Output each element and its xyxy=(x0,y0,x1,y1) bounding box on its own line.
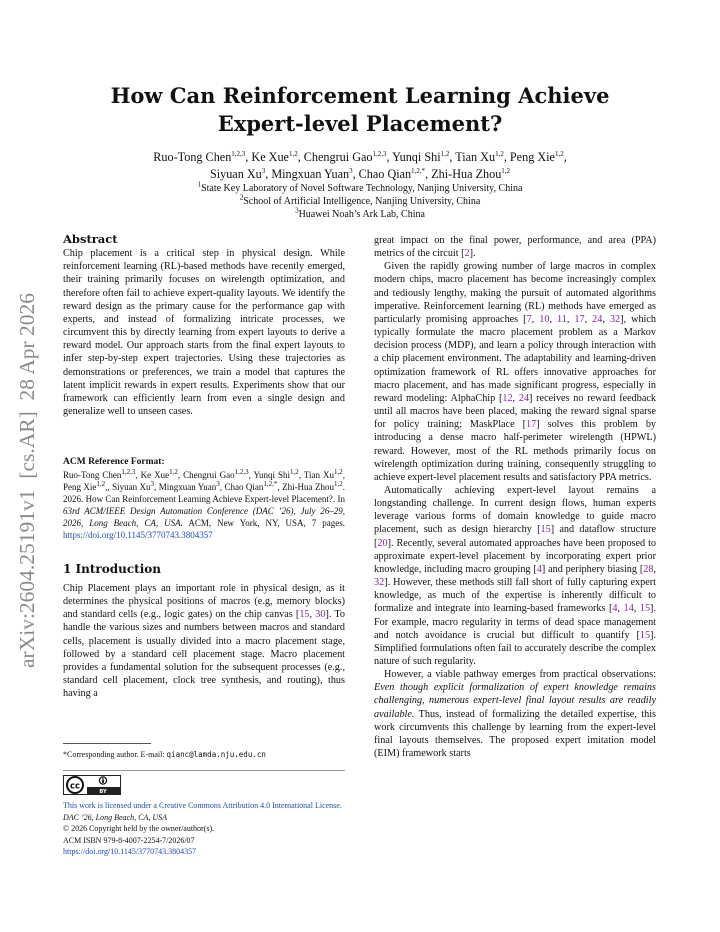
citation-link[interactable]: 30 xyxy=(315,609,326,621)
license-isbn: ACM ISBN 979-8-4007-2254-7/2026/07 xyxy=(63,835,195,845)
citation-link[interactable]: 15 xyxy=(540,524,551,536)
acm-ref-body: Ruo-Tong Chen$^{1,2,3}$, Ke Xue$^{1,2}$, Chengrui Gao$^{1,2,3}$, Yunqi Shi$^{1,2}$, Tian Xu$^{1,2}$, Peng Xie$^{1,2}$,, Siyuan Xu$^3$, Mingxuan Yuan$^3$, Chao Qian$^{1,2,*}$, Zhi-Hua Zhou$^{1,2}$. 2026. How Can Reinforcement Learning Achieve Expert-level Placement?. In 63rd ACM/IEEE Design Automation Conference (DAC ’26), July 26–29, 2026, Long Beach, CA, USA. ACM, New York, NY, USA, 7 pages. https://doi.org/10.1145/3770743.3804357 xyxy=(63,468,345,541)
footnote: *Corresponding author. E-mail: qianc@lamda.nju.edu.cn xyxy=(63,750,266,759)
footnote-divider xyxy=(63,743,151,744)
acm-ref-venue: 63rd ACM/IEEE Design Automation Conference (DAC ’26), July 26–29, 2026, Long Beach, CA, USA. xyxy=(63,506,345,529)
svg-text:BY: BY xyxy=(99,789,107,795)
license-copyright: © 2026 Copyright held by the owner/author(s). xyxy=(63,824,215,834)
cc-license-icon xyxy=(63,775,121,795)
intro-paragraph-3: Automatically achieving expert-level layout remains a longstanding challenge. In current design flows, human experts leverage various forms of domain knowledge to guide macro placement, such as design hierarchy [15] and dataflow structure [20]. Recently, several automated approaches have been proposed to approximate expert-level placement by incorporating expert prior knowledge, including macro grouping [4] and periphery biasing [28, 32]. However, these methods still fall short of fully capturing expert knowledge, as much of the expertise is inherently difficult to formalize and integrate into learning-based frameworks [4, 14, 15]. For example, macro regularity in terms of dead space management and notch avoidance is crucial but difficult to quantify [15]. Simplified formulations often fail to accurately describe the complex nature of such regularity. xyxy=(374,484,656,667)
citation-link[interactable]: 4 xyxy=(536,563,542,575)
citation-link[interactable]: 15 xyxy=(639,603,651,615)
citation-link[interactable]: 17 xyxy=(526,419,537,431)
svg-text:cc: cc xyxy=(69,781,81,792)
abstract-heading: Abstract xyxy=(63,232,118,246)
citation-link[interactable]: 10 xyxy=(539,313,550,325)
license-link[interactable]: This work is licensed under a Creative Commons Attribution 4.0 International License. xyxy=(63,801,342,810)
cc-by-badge[interactable] xyxy=(63,775,121,795)
intro-heading: 1 Introduction xyxy=(63,562,161,576)
citation-link[interactable]: 15 xyxy=(299,609,310,621)
citation-link[interactable]: 17 xyxy=(574,313,585,325)
license-divider xyxy=(63,770,345,771)
license-doi-link[interactable]: https://doi.org/10.1145/3770743.3804357 xyxy=(63,847,197,857)
citation-link[interactable]: 11 xyxy=(557,313,567,325)
citation-link[interactable]: 24 xyxy=(518,392,530,404)
intro-paragraph-4: However, a viable pathway emerges from practical observations: Even though explicit formalization of expert knowledge remains challenging, numerous expert-level final layout results are readily available. Thus, instead of formalizing the detailed expertise, this work circumvents this challenge by learning from the expert-level final layouts themselves. The proposed expert imitation model (EIM) framework starts xyxy=(374,669,656,760)
acm-ref-heading: ACM Reference Format: xyxy=(63,457,165,467)
citation-link[interactable]: 4 xyxy=(612,603,618,615)
citation-link[interactable]: 24 xyxy=(592,313,603,325)
arxiv-identifier: arXiv:2604.25191v1 [cs.AR] 28 Apr 2026 xyxy=(15,292,39,668)
abstract-section xyxy=(63,233,345,418)
author-list xyxy=(64,149,656,183)
citation-link[interactable]: 20 xyxy=(377,537,388,549)
affiliation-2: $^2$School of Artificial Intelligence, Nanjing University, China xyxy=(239,193,481,207)
citation-link[interactable]: 7 xyxy=(526,313,532,325)
right-column xyxy=(374,234,656,760)
citation-link[interactable]: 28 xyxy=(643,563,654,575)
abstract-text: Chip placement is a critical step in physical design. While reinforcement learning (RL)-based methods have recently emerged, their training primarily focuses on wirelength optimization, and therefore often fail to achieve expert-quality layouts. We identify the reward design as the primary cause for the performance gap with experts, and instead of formalizing intricate processes, we circumvent this by directly learning from expert layouts to derive a reward model. Our approach starts from the final expert layouts to infer step-by-step expert trajectories. Using these trajectories as demonstrations or preferences, we train a model that captures the latent implicit rewards in expert results. Experiments show that our framework can efficiently learn from even a single design and generalize well to unseen cases. xyxy=(63,248,345,418)
affiliation-3: $^3$Huawei Noah’s Ark Lab, China xyxy=(295,206,425,220)
citation-link[interactable]: 32 xyxy=(374,577,385,589)
citation-link[interactable]: 2 xyxy=(464,248,470,260)
acm-ref-pub: ACM, New York, NY, USA, 7 pages. xyxy=(188,518,345,529)
intro-paragraph-cont: great impact on the final power, performance, and area (PPA) metrics of the circuit [2]. xyxy=(374,235,656,260)
acm-ref-doi-link[interactable]: https://doi.org/10.1145/3770743.3804357 xyxy=(63,530,213,541)
paper-title: How Can Reinforcement Learning Achieve Expert-level Placement? xyxy=(110,83,610,136)
citation-link[interactable]: 14 xyxy=(623,603,634,615)
arxiv-side-label xyxy=(4,258,44,670)
citation-link[interactable]: 12 xyxy=(502,392,513,404)
acm-reference xyxy=(63,456,345,541)
intro-paragraph-2: Given the rapidly growing number of large macros in complex modern chips, macro placement has become increasingly complex and tediously lengthy, making the pursuit of automated algorithms imperative. Reinforcement learning (RL) methods have emerged as particularly promising approaches [7, 10, 11, 17, 24, 32], which typically formulate the macro placement problem as a Markov decision process (MDP), and learn a policy through interaction with a chip placement environment. The adaptability and learning-driven optimization framework of RL offers innovative approaches for macro placement, and has made significant progress, especially in reward modeling: AlphaChip [12, 24] receives no reward feedback until all macros have been placed, making the reward signal sparse for policy training; MaskPlace [17] solves this problem by introducing a dense macro half-perimeter wirelength (HPWL) reward. However, most of the RL methods primarily focus on wirelength optimization during training, consequently struggling to achieve expert-level placement results and satisfactory PPA metrics. xyxy=(374,261,657,483)
affiliations xyxy=(64,182,656,221)
author-line-2: Siyuan Xu$^3$, Mingxuan Yuan$^3$, Chao Qian$^{1,2,*}$, Zhi-Hua Zhou$^{1,2}$ xyxy=(209,166,511,181)
citation-link[interactable]: 15 xyxy=(639,629,651,641)
affiliation-1: $^1$State Key Laboratory of Novel Software Technology, Nanjing University, China xyxy=(197,180,523,194)
author-line-1: Ruo-Tong Chen$^{1,2,3}$, Ke Xue$^{1,2}$, Chengrui Gao$^{1,2,3}$, Yunqi Shi$^{1,2}$, Tian Xu$^{1,2}$, Peng Xie$^{1,2}$, xyxy=(153,149,567,164)
intro-paragraph: Chip Placement plays an important role in physical design, as it determines the physical positions of macros (e.g, memory blocks) and standard cells (e.g., logic gates) on the chip canvas [15, 30]. To handle the various sizes and numbers between macros and standard cells, placement is usually divided into a macro placement stage, followed by a standard cell placement stage. Macro placement provides a fundamental solution for the subsequent processes (e.g., standard cell placement, clock tree synthesis, and routing), thus having a xyxy=(63,583,345,700)
citation-link[interactable]: 32 xyxy=(609,313,621,325)
license-block xyxy=(63,800,345,858)
license-venue: DAC ’26, Long Beach, CA, USA xyxy=(63,812,167,822)
